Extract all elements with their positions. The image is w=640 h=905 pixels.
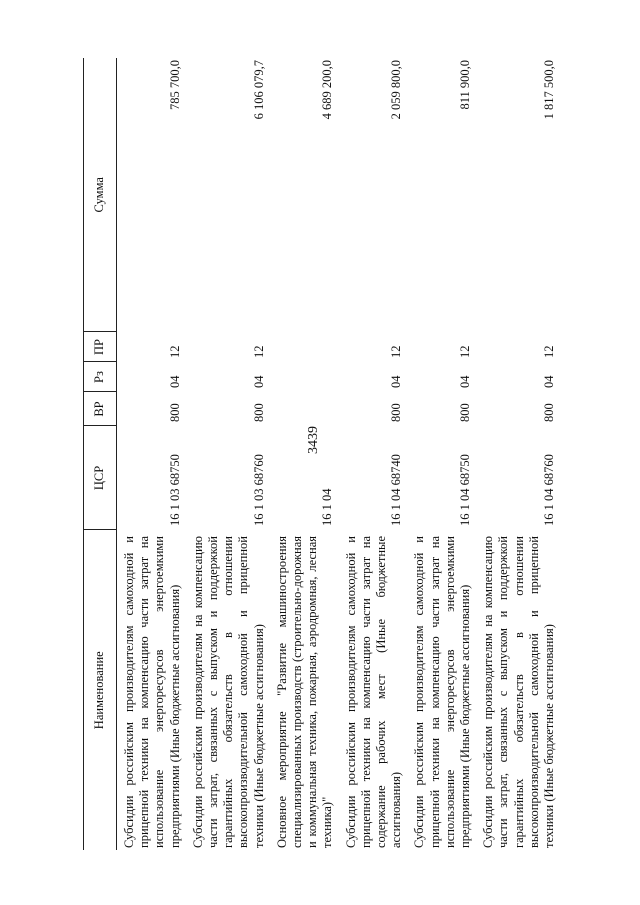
table-row — [186, 58, 270, 850]
page-number: 3439 — [306, 426, 321, 454]
row-vr: 800 — [458, 403, 473, 422]
row-vr: 800 — [167, 403, 182, 422]
table-body — [117, 58, 561, 850]
header-vr: ВР — [84, 392, 117, 426]
row-vr: 800 — [542, 403, 557, 422]
row-name: Субсидии российским производителям самоходной и прицепной техники на компенсацию части затрат на использование энергоресурсов энергоемкими предприятиями (Иные бюджетные ассигнования) — [412, 536, 473, 848]
row-sum: 1 817 500,0 — [542, 60, 557, 120]
row-name: Субсидии российским производителям на компенсацию части затрат, связанных с выпуском и поддержкой гарантийных обязательств в отношении высокопроизводительной самоходной и прицепной техники (Иные бюджетные ассигнования) — [481, 536, 557, 848]
row-csr: 16 1 03 68750 — [167, 454, 182, 526]
row-pr — [270, 332, 339, 362]
row-rz: 04 — [458, 375, 473, 388]
table-row — [339, 58, 408, 850]
row-rz — [270, 362, 339, 392]
row-name: Субсидии российским производителям самоходной и прицепной техники на компенсацию части затрат на содержание рабочих мест (Иные бюджетные ассигнования) — [343, 536, 404, 848]
row-vr: 800 — [251, 403, 266, 422]
header-csr: ЦСР — [84, 426, 117, 530]
table-row — [117, 58, 186, 850]
header-sum: Сумма — [84, 58, 117, 332]
row-name: Субсидии российским производителям на компенсацию части затрат, связанных с выпуском и поддержкой гарантийных обязательств в отношении высокопроизводительной самоходной и прицепной техники (Иные бюджетные ассигнования) — [190, 536, 266, 848]
header-rz: Рз — [84, 362, 117, 392]
table-row — [476, 58, 560, 850]
rotated-table-container — [83, 58, 615, 850]
table-header — [84, 58, 117, 850]
row-pr: 12 — [458, 345, 473, 358]
row-vr — [270, 392, 339, 426]
row-rz: 04 — [167, 375, 182, 388]
row-csr: 16 1 04 68750 — [458, 454, 473, 526]
header-pr: ПР — [84, 332, 117, 362]
row-name: Основное мероприятие "Развитие машиностроения специализированных производств (строительно-дорожная и коммунальная техника, пожарная, аэродромная, лесная техника)" — [274, 536, 335, 848]
row-csr: 16 1 04 — [320, 488, 335, 526]
row-rz: 04 — [542, 375, 557, 388]
table-row — [407, 58, 476, 850]
row-sum: 2 059 800,0 — [389, 60, 404, 120]
header-name: Наименование — [84, 530, 117, 850]
table-row — [270, 58, 339, 850]
row-csr: 16 1 03 68760 — [251, 454, 266, 526]
row-vr: 800 — [389, 403, 404, 422]
row-pr: 12 — [167, 345, 182, 358]
row-pr: 12 — [389, 345, 404, 358]
row-pr: 12 — [542, 345, 557, 358]
row-rz: 04 — [251, 375, 266, 388]
row-sum: 811 900,0 — [458, 60, 473, 110]
header-row — [84, 58, 117, 850]
row-sum: 785 700,0 — [167, 60, 182, 110]
row-pr: 12 — [251, 345, 266, 358]
row-name: Субсидии российским производителям самоходной и прицепной техники на компенсацию части затрат на использование энергоресурсов энергоемкими предприятиями (Иные бюджетные ассигнования) — [122, 536, 182, 848]
row-csr: 16 1 04 68760 — [542, 454, 557, 526]
row-sum: 6 106 079,7 — [251, 60, 266, 120]
row-csr: 16 1 04 68740 — [389, 454, 404, 526]
budget-table — [83, 58, 560, 850]
row-rz: 04 — [389, 375, 404, 388]
row-sum: 4 689 200,0 — [320, 60, 335, 120]
